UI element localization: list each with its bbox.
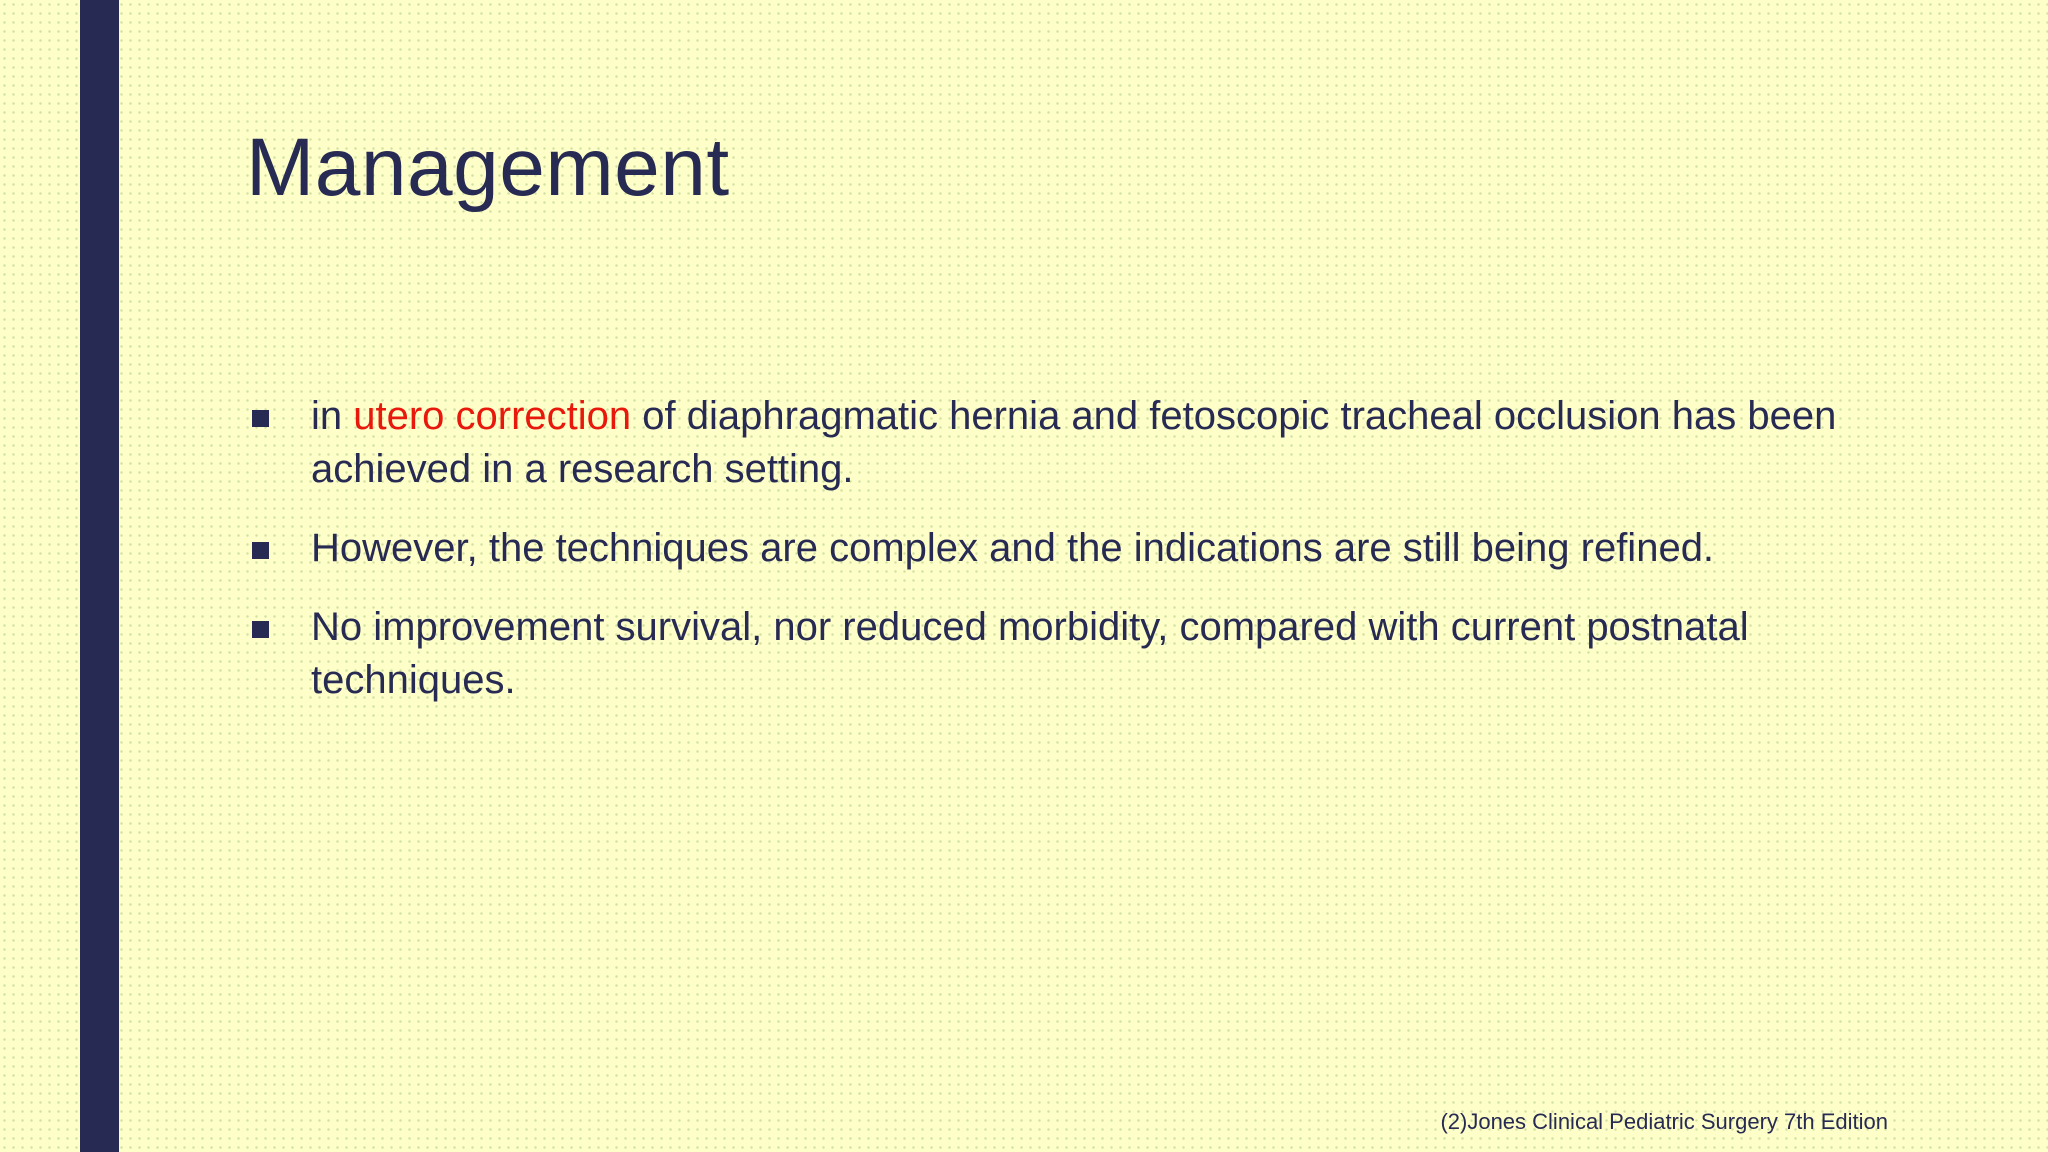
bullet-list	[246, 390, 1846, 733]
bullet-item-3	[246, 601, 1846, 707]
bullet-2-text: However, the techniques are complex and the indications are still being refined.	[311, 526, 1715, 570]
bullet-1-text-after: of diaphragmatic hernia and fetoscopic tracheal occlusion has been achieved in a research setting.	[311, 394, 1837, 491]
bullet-1-highlight: utero correction	[353, 394, 632, 438]
square-bullet-icon	[252, 542, 269, 559]
bullet-item-2	[246, 522, 1846, 575]
left-accent-bar	[80, 0, 119, 1152]
citation-footer: (2)Jones Clinical Pediatric Surgery 7th Edition	[1440, 1109, 1888, 1134]
square-bullet-icon	[252, 410, 269, 427]
bullet-item-1	[246, 390, 1846, 496]
square-bullet-icon	[252, 621, 269, 638]
bullet-3-text: No improvement survival, nor reduced morbidity, compared with current postnatal techniques.	[311, 605, 1749, 702]
bullet-1-text-before: in	[311, 394, 354, 438]
slide-title: Management	[246, 122, 730, 213]
